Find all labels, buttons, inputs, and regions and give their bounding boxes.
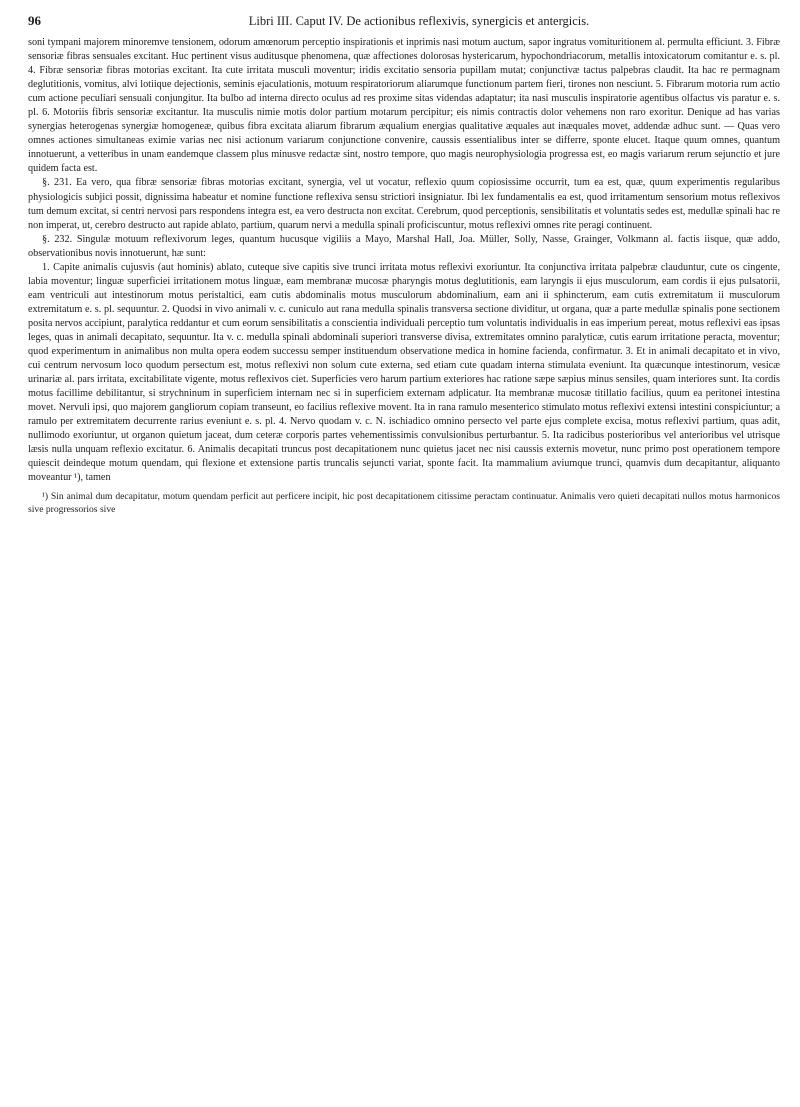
paragraph-continuation: soni tympani majorem minoremve tensionem, odorum amœnorum perceptio inspirationis et inprimis nasi motum auctum, sapor ingratus vomituritionem al. permulta efficiunt. 3. Fibræ sensoriæ fibras sensuales excitant. Huc pertinent visus auditusque phenomena, quæ affectiones dolorosas hystericarum, hypochondriacorum, metallis intoxicatorum comitantur e. s. pl. 4. Fibræ sensoriæ fibras motorias excitant. Ita cute irritata musculi moventur; iridis excitatio sensoria pupillam mutat; conjunctivæ tactus palpebras claudit. Ita hac re permagnam deglutitionis, vomitus, alvi lotiique dejectionis, seminis ejaculationis, motuum respiratoriorum aliarumque functionum partem fieri, tirones non nesciunt. 5. Fibrarum motoria rum actio cum actione peculiari sensuali conjungitur. Ita bulbo ad interna directo oculus ad res proxime sitas videndas adaptatur; ita nasi musculis inspiratorie agentibus olfactus vis paratur e. s. pl. 6. Motoriis fibris sensoriæ excitantur. Ita musculis nimie motis dolor partium motarum percipitur; eis nimis contractis dolor vehemens non raro exoritur. Denique ad has varias synergias heterogenas synergiæ homogeneæ, quibus fibra excitata aliarum fibrarum æqualium energias qualitative æquales aut inæquales movet, addendæ adhuc sunt. — Quas vero omnes actiones simultaneas eximie varias nec nisi actionum variarum conjunctione convenire, caussis essentialibus inter se differre, sponte elucet. Itaque quum omnes, quantum innotuerunt, a vetteribus in unam eandemque classem plus minusve redactæ sint, nostro tempore, quo magis neurophysiologia progressa est, eo magis variarum rerum sejunctio et jure quidem facta est. xyxy=(28,37,780,175)
paragraph-section-232: §. 232. Singulæ motuum reflexivorum leges, quantum hucusque vigiliis a Mayo, Marshal Hall, Joa. Müller, Solly, Nasse, Grainger, Volkmann al. factis iisque, quæ addo, observationibus novis innotuerunt, hæ sunt: xyxy=(28,233,780,259)
running-head: Libri III. Caput IV. De actionibus reflexivis, synergicis et antergicis. xyxy=(248,14,590,28)
footnotes xyxy=(28,490,780,516)
page-header xyxy=(28,12,780,30)
paragraph-laws-list: 1. Capite animalis cujusvis (aut hominis) ablato, cuteque sive capitis sive trunci irritata motus reflexivi exoriuntur. Ita conjunctiva irritata palpebræ clauduntur, cute os cingente, labia moventur; linguæ superficiei irritationem motus linguæ, eam membranæ mucosæ pharyngis motus deglutitionis, eam laryngis ii ejus musculorum, eam cordis ii ejus pulsatorii, eam ventriculi aut intestinorum motus peristaltici, eam cutis abdominalis motus musculorum abdominalium, eam ani ii sphincterum, eam cutis extremitatum ii musculorum extremitatum e. s. pl. sequuntur. 2. Quodsi in vivo animali v. c. cuniculo aut rana medulla spinalis transversa sectione dividitur, ut organa, quæ a parte medullæ spinalis pone sectionem posita nervos accipiunt, paralytica reddantur et cum eorum sensibilitatis a conscientia individuali perceptio tum voluntatis individualis in eas imperium pereat, motus reflexivi eas ipsas leges, quas in animali decapitato, sequuntur. Ita v. c. medulla spinali abdominali superiori transverse divisa, extremitates omnino paralyticæ, cutis earum irritatione peracta, moventur; quod experimentum in animalibus non multa opera eodem successu semper instituendum observatione medica in homine facienda, confirmatur. 3. Et in animali decapitato et in vivo, cui centrum nervosum loco quodum persectum est, motus reflexivi non solum cute externa, sed etiam cute quadam interna stimulata eveniunt. Ita quæcunque intestinorum, vesicæ urinariæ al. pars irritata, excitabilitate vigente, motus reflexivos ciet. Superficies vero harum partium exteriores hac ratione sæpe sæpius minus sensiles, quam interiores sunt. Ita cordis motus facillime debilitantur, si strychninum in superficiem internam nec si in superficiem externam adplicatur. Ita membranæ mucosæ titillatio facilius, quum ea peritonei intestina movet. Nervuli ipsi, quo majorem gangliorum copiam transeunt, eo facilius reflexive movent. Ita in rana ramulo mesenterico stimulato motus reflexivi extensi intestini conspiciuntur; a ramulo per extremitatem decurrente rarius eveniunt e. s. pl. 4. Nervo quodam v. c. N. ischiadico omnino persecto vel parte ejus complete excisa, motus reflexivi partium, quas adit, nullimodo exoriuntur, ut organon quietum jaceat, dum ceteræ corporis partes vehementissimis convulsionibus perturbantur. 5. Ita radicibus posterioribus vel anterioribus vel utrisque læsis nulla unquam reflexio excitatur. 6. Animalis decapitati truncus post decapitationem nunc quietus jacet nec nisi caussis externis movetur, nunc primo post operationem tempore quiescit deindeque motum quendam, qui flexione et extensione partis truncalis sejuncti variat, sponte facit. Ita mammalium aviumque trunci, quamvis dum decapitantur, aliquanto moveantur ¹), tamen xyxy=(28,261,780,484)
paragraph-section-231: §. 231. Ea vero, qua fibræ sensoriæ fibras motorias excitant, synergia, vel ut vocatur, reflexio quum copiosissime occurrit, tum ea est, quæ, quum experimentis regularibus physiologicis subjici possit, dignissima habeatur et nomine functione reflexiva sensu strictiori insigniatur. Ibi lex fundamentalis ea est, quod irritamentum sensorium motus reflexivos tum demum excitat, si centri nervosi pars respondens integra est, ea vero destructa non excitat. Cerebrum, quod perceptionis, sensibilitatis et voluntatis sedes est, medullæ spinali hac re non imperat, ut, cerebro destructo aut rapide ablato, partium, quarum nervi a medulla spinali proficiscuntur, motus reflexivi omnes rite peragi continuent. xyxy=(28,177,780,231)
page-number: 96 xyxy=(28,13,41,28)
body-text xyxy=(28,36,780,486)
footnote: ¹) Sin animal dum decapitatur, motum quendam perficit aut perficere incipit, hic post decapitationem citissime peractam continuatur. Animalis vero quieti decapitati nullos motus harmonicos sive progressorios sive xyxy=(28,490,780,515)
